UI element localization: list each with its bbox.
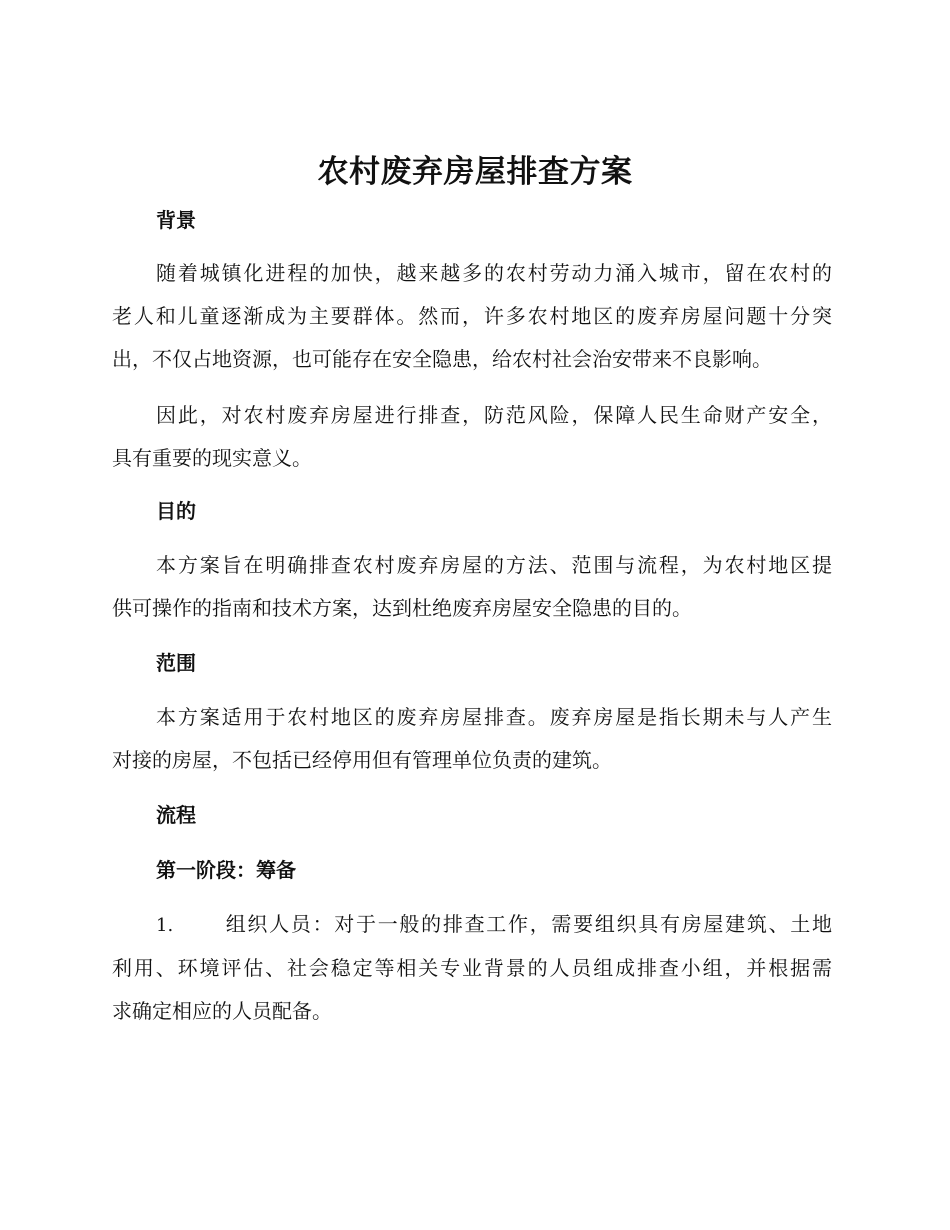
paragraph-line: 供可操作的指南和技术方案，达到杜绝废弃房屋安全隐患的目的。 (112, 596, 692, 620)
section-heading-background: 背景 (156, 208, 196, 232)
list-item-number: 1. (156, 915, 174, 936)
paragraph-line: 对接的房屋，不包括已经停用但有管理单位负责的建筑。 (112, 748, 612, 772)
paragraph-line: 出，不仅占地资源，也可能存在安全隐患，给农村社会治安带来不良影响。 (112, 347, 772, 371)
paragraph-background-2 (112, 394, 832, 480)
paragraph-line: 本方案旨在明确排查农村废弃房屋的方法、范围与流程，为农村地区提 (156, 553, 832, 577)
paragraph-line: 组织人员：对于一般的排查工作，需要组织具有房屋建筑、土地 (224, 912, 832, 936)
paragraph-line: 本方案适用于农村地区的废弃房屋排查。废弃房屋是指长期未与人产生 (156, 705, 832, 729)
paragraph-line: 老人和儿童逐渐成为主要群体。然而，许多农村地区的废弃房屋问题十分突 (112, 304, 832, 328)
section-heading-purpose: 目的 (156, 499, 196, 523)
paragraph-purpose-1 (112, 544, 832, 630)
section-heading-process: 流程 (156, 803, 196, 827)
paragraph-scope-1 (112, 696, 832, 782)
paragraph-line: 利用、环境评估、社会稳定等相关专业背景的人员组成排查小组，并根据需 (112, 956, 832, 980)
subsection-heading-phase1: 第一阶段：筹备 (156, 858, 296, 882)
paragraph-background-1 (112, 252, 832, 381)
paragraph-line: 随着城镇化进程的加快，越来越多的农村劳动力涌入城市，留在农村的 (156, 261, 832, 285)
paragraph-line: 求确定相应的人员配备。 (112, 999, 332, 1023)
document-title: 农村废弃房屋排查方案 (317, 154, 633, 190)
list-item-phase1-1 (112, 903, 832, 1033)
paragraph-line: 因此，对农村废弃房屋进行排查，防范风险，保障人民生命财产安全， (156, 403, 832, 427)
list-item-first-line (112, 903, 832, 947)
section-heading-scope: 范围 (156, 651, 196, 675)
paragraph-line: 具有重要的现实意义。 (112, 446, 312, 470)
